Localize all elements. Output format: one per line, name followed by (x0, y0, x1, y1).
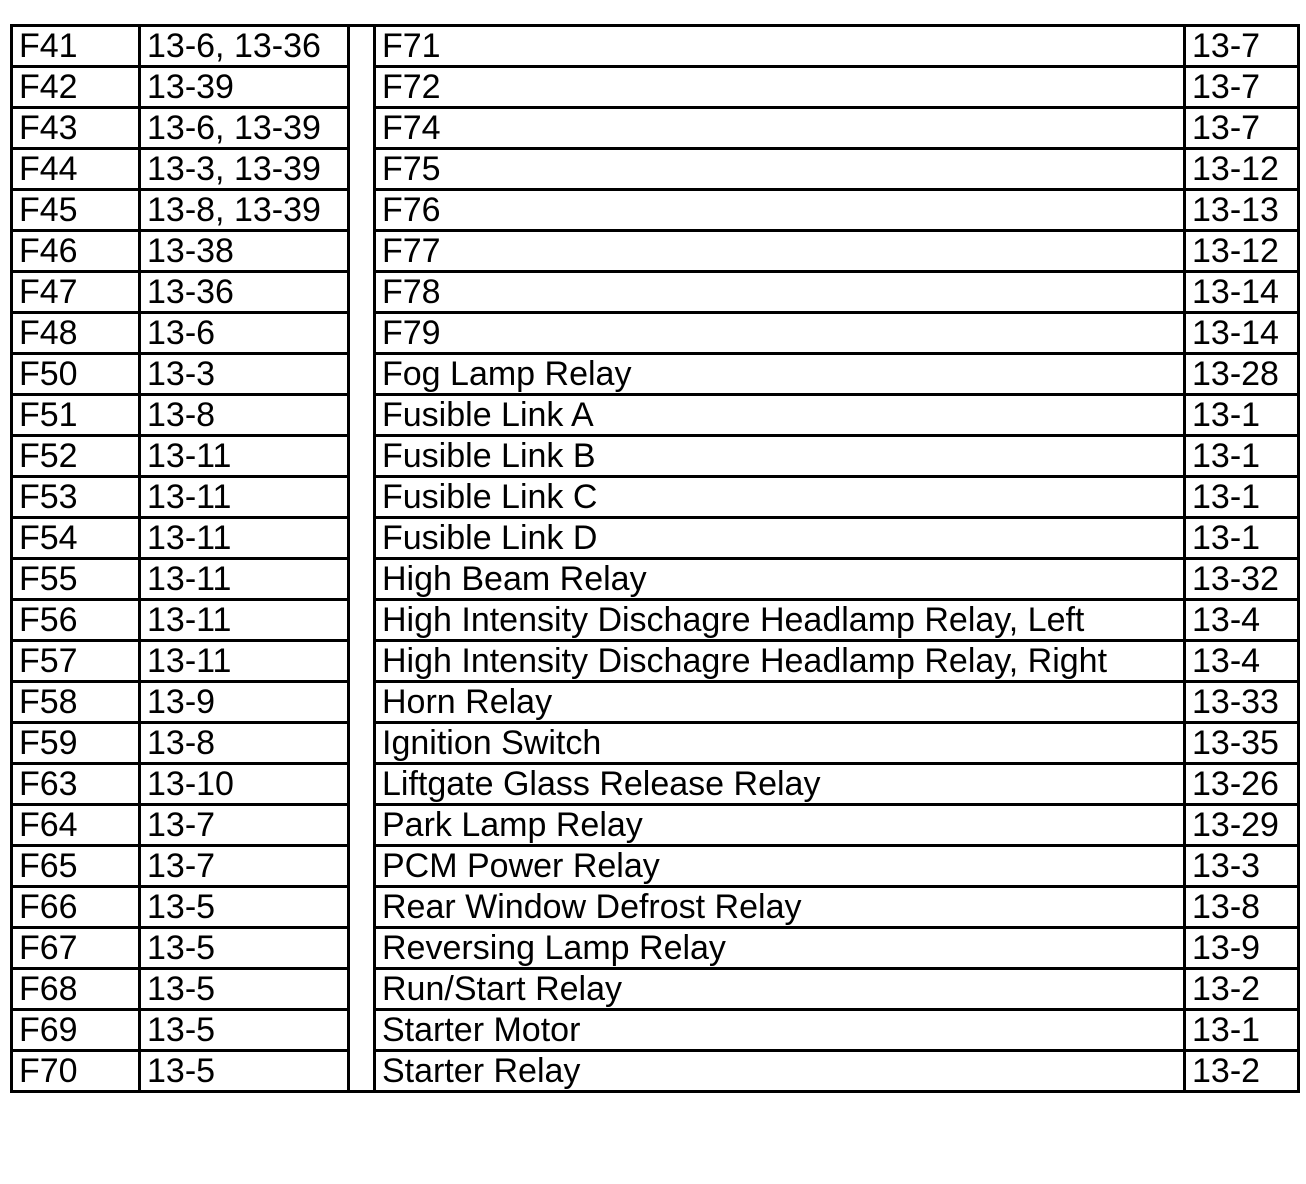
column-gap (349, 108, 375, 149)
left-item-cell: F68 (12, 969, 140, 1010)
right-item-cell: High Intensity Dischagre Headlamp Relay, Left (375, 600, 1185, 641)
right-item-cell: Fusible Link A (375, 395, 1185, 436)
column-gap (349, 190, 375, 231)
right-item-cell: Starter Relay (375, 1051, 1185, 1092)
table-row (12, 518, 1299, 559)
right-item-cell: F79 (375, 313, 1185, 354)
column-gap (349, 559, 375, 600)
component-index-table (10, 24, 1300, 1093)
left-item-cell: F66 (12, 887, 140, 928)
table-row (12, 67, 1299, 108)
left-ref-cell: 13-11 (140, 559, 349, 600)
column-gap (349, 26, 375, 67)
left-ref-cell: 13-6 (140, 313, 349, 354)
left-item-cell: F64 (12, 805, 140, 846)
column-gap (349, 436, 375, 477)
right-item-cell: F75 (375, 149, 1185, 190)
right-item-cell: PCM Power Relay (375, 846, 1185, 887)
column-gap (349, 518, 375, 559)
table-row (12, 969, 1299, 1010)
right-item-cell: F72 (375, 67, 1185, 108)
column-gap (349, 600, 375, 641)
column-gap (349, 477, 375, 518)
table-body (12, 26, 1299, 1092)
right-ref-cell: 13-2 (1185, 969, 1299, 1010)
left-ref-cell: 13-6, 13-39 (140, 108, 349, 149)
table-row (12, 354, 1299, 395)
column-gap (349, 682, 375, 723)
right-item-cell: Run/Start Relay (375, 969, 1185, 1010)
column-gap (349, 354, 375, 395)
right-ref-cell: 13-1 (1185, 477, 1299, 518)
left-item-cell: F58 (12, 682, 140, 723)
column-gap (349, 887, 375, 928)
table-row (12, 1010, 1299, 1051)
left-ref-cell: 13-36 (140, 272, 349, 313)
table-row (12, 477, 1299, 518)
column-gap (349, 67, 375, 108)
right-ref-cell: 13-26 (1185, 764, 1299, 805)
table-row (12, 149, 1299, 190)
column-gap (349, 149, 375, 190)
right-item-cell: Rear Window Defrost Relay (375, 887, 1185, 928)
left-ref-cell: 13-11 (140, 600, 349, 641)
right-item-cell: Horn Relay (375, 682, 1185, 723)
left-ref-cell: 13-38 (140, 231, 349, 272)
right-ref-cell: 13-8 (1185, 887, 1299, 928)
left-item-cell: F70 (12, 1051, 140, 1092)
column-gap (349, 805, 375, 846)
right-item-cell: Fog Lamp Relay (375, 354, 1185, 395)
column-gap (349, 231, 375, 272)
right-ref-cell: 13-12 (1185, 231, 1299, 272)
right-ref-cell: 13-14 (1185, 313, 1299, 354)
right-ref-cell: 13-1 (1185, 436, 1299, 477)
left-ref-cell: 13-7 (140, 846, 349, 887)
table-row (12, 395, 1299, 436)
left-ref-cell: 13-5 (140, 887, 349, 928)
left-item-cell: F63 (12, 764, 140, 805)
table-row (12, 108, 1299, 149)
right-item-cell: High Intensity Dischagre Headlamp Relay, Right (375, 641, 1185, 682)
left-ref-cell: 13-8, 13-39 (140, 190, 349, 231)
left-item-cell: F53 (12, 477, 140, 518)
right-ref-cell: 13-1 (1185, 1010, 1299, 1051)
right-ref-cell: 13-13 (1185, 190, 1299, 231)
right-item-cell: High Beam Relay (375, 559, 1185, 600)
left-ref-cell: 13-3 (140, 354, 349, 395)
column-gap (349, 1051, 375, 1092)
right-item-cell: F74 (375, 108, 1185, 149)
right-ref-cell: 13-1 (1185, 518, 1299, 559)
right-ref-cell: 13-14 (1185, 272, 1299, 313)
right-ref-cell: 13-32 (1185, 559, 1299, 600)
right-item-cell: Reversing Lamp Relay (375, 928, 1185, 969)
right-ref-cell: 13-2 (1185, 1051, 1299, 1092)
left-item-cell: F65 (12, 846, 140, 887)
left-ref-cell: 13-8 (140, 723, 349, 764)
right-ref-cell: 13-4 (1185, 641, 1299, 682)
left-item-cell: F45 (12, 190, 140, 231)
left-item-cell: F43 (12, 108, 140, 149)
left-item-cell: F50 (12, 354, 140, 395)
column-gap (349, 1010, 375, 1051)
table-row (12, 805, 1299, 846)
right-item-cell: Ignition Switch (375, 723, 1185, 764)
right-item-cell: F77 (375, 231, 1185, 272)
left-ref-cell: 13-8 (140, 395, 349, 436)
right-ref-cell: 13-12 (1185, 149, 1299, 190)
right-item-cell: F78 (375, 272, 1185, 313)
left-item-cell: F54 (12, 518, 140, 559)
right-item-cell: Fusible Link C (375, 477, 1185, 518)
left-item-cell: F67 (12, 928, 140, 969)
left-ref-cell: 13-11 (140, 641, 349, 682)
right-ref-cell: 13-4 (1185, 600, 1299, 641)
table-row (12, 928, 1299, 969)
left-item-cell: F46 (12, 231, 140, 272)
column-gap (349, 928, 375, 969)
right-ref-cell: 13-7 (1185, 67, 1299, 108)
column-gap (349, 641, 375, 682)
left-ref-cell: 13-3, 13-39 (140, 149, 349, 190)
right-item-cell: Fusible Link D (375, 518, 1185, 559)
table-row (12, 313, 1299, 354)
left-item-cell: F52 (12, 436, 140, 477)
table-row (12, 190, 1299, 231)
left-ref-cell: 13-39 (140, 67, 349, 108)
left-item-cell: F69 (12, 1010, 140, 1051)
table-row (12, 764, 1299, 805)
table-row (12, 682, 1299, 723)
left-ref-cell: 13-5 (140, 969, 349, 1010)
right-ref-cell: 13-28 (1185, 354, 1299, 395)
column-gap (349, 313, 375, 354)
left-ref-cell: 13-9 (140, 682, 349, 723)
right-ref-cell: 13-3 (1185, 846, 1299, 887)
left-ref-cell: 13-5 (140, 1051, 349, 1092)
left-ref-cell: 13-5 (140, 1010, 349, 1051)
left-item-cell: F47 (12, 272, 140, 313)
left-item-cell: F56 (12, 600, 140, 641)
right-ref-cell: 13-29 (1185, 805, 1299, 846)
column-gap (349, 846, 375, 887)
right-ref-cell: 13-7 (1185, 26, 1299, 67)
right-ref-cell: 13-35 (1185, 723, 1299, 764)
left-ref-cell: 13-11 (140, 518, 349, 559)
right-item-cell: F76 (375, 190, 1185, 231)
left-item-cell: F51 (12, 395, 140, 436)
right-ref-cell: 13-9 (1185, 928, 1299, 969)
column-gap (349, 969, 375, 1010)
table-row (12, 231, 1299, 272)
left-item-cell: F55 (12, 559, 140, 600)
right-ref-cell: 13-7 (1185, 108, 1299, 149)
left-item-cell: F57 (12, 641, 140, 682)
table-row (12, 887, 1299, 928)
left-item-cell: F44 (12, 149, 140, 190)
right-ref-cell: 13-33 (1185, 682, 1299, 723)
table-row (12, 26, 1299, 67)
right-item-cell: Starter Motor (375, 1010, 1185, 1051)
column-gap (349, 395, 375, 436)
column-gap (349, 723, 375, 764)
table-row (12, 436, 1299, 477)
table-row (12, 846, 1299, 887)
table-row (12, 723, 1299, 764)
table-row (12, 641, 1299, 682)
right-item-cell: Park Lamp Relay (375, 805, 1185, 846)
right-item-cell: Fusible Link B (375, 436, 1185, 477)
right-ref-cell: 13-1 (1185, 395, 1299, 436)
table-row (12, 559, 1299, 600)
left-ref-cell: 13-11 (140, 436, 349, 477)
column-gap (349, 764, 375, 805)
left-item-cell: F59 (12, 723, 140, 764)
left-item-cell: F41 (12, 26, 140, 67)
table-row (12, 600, 1299, 641)
table-row (12, 1051, 1299, 1092)
table-row (12, 272, 1299, 313)
left-item-cell: F48 (12, 313, 140, 354)
right-item-cell: Liftgate Glass Release Relay (375, 764, 1185, 805)
left-ref-cell: 13-10 (140, 764, 349, 805)
left-item-cell: F42 (12, 67, 140, 108)
column-gap (349, 272, 375, 313)
right-item-cell: F71 (375, 26, 1185, 67)
left-ref-cell: 13-6, 13-36 (140, 26, 349, 67)
left-ref-cell: 13-7 (140, 805, 349, 846)
left-ref-cell: 13-5 (140, 928, 349, 969)
left-ref-cell: 13-11 (140, 477, 349, 518)
